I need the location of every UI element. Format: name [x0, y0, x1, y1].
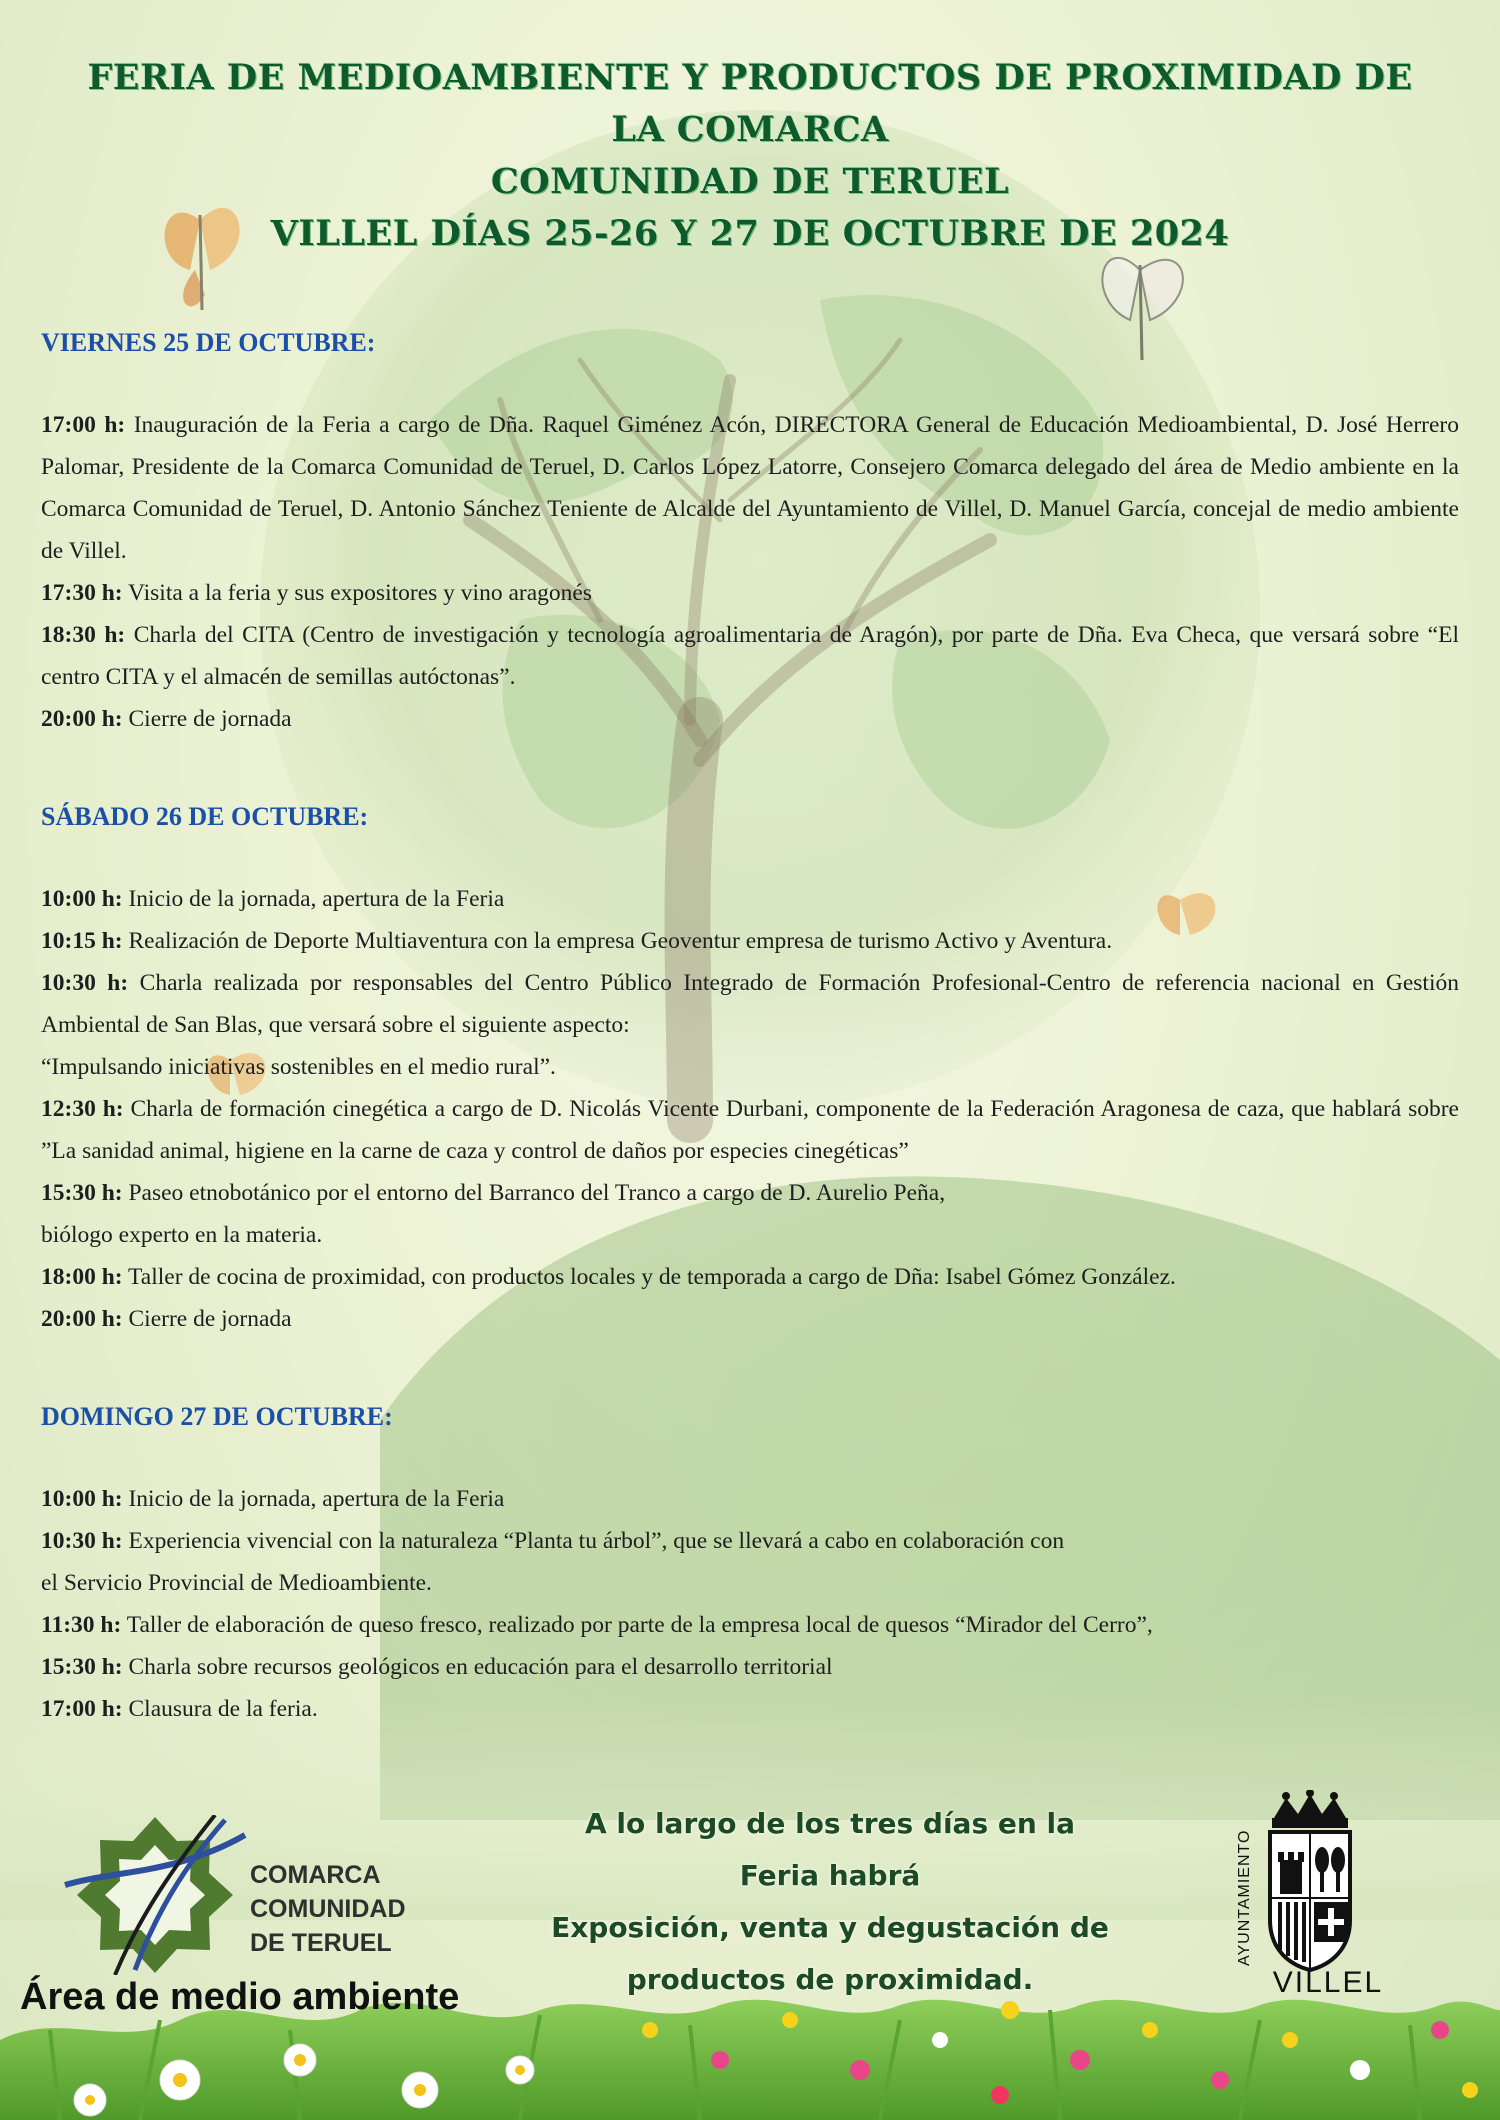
- event-item: [41, 614, 1459, 698]
- event-text: Visita a la feria y sus expositores y vino aragonés: [122, 580, 592, 606]
- event-item: [41, 1688, 1459, 1730]
- event-item: [41, 1298, 1459, 1340]
- day-friday: [41, 326, 1459, 740]
- event-text: Cierre de jornada: [122, 1306, 292, 1332]
- event-item: [41, 1214, 1459, 1256]
- event-time: 20:00 h:: [41, 706, 123, 732]
- comarca-star-icon: [65, 1815, 245, 1975]
- event-item: [41, 920, 1459, 962]
- event-item: [41, 1046, 1459, 1088]
- comarca-logo-text: [250, 1858, 406, 1960]
- event-item: [41, 404, 1459, 572]
- event-item: [41, 1562, 1459, 1604]
- day-heading: SÁBADO 26 DE OCTUBRE:: [41, 802, 369, 831]
- event-text: el Servicio Provincial de Medioambiente.: [41, 1570, 432, 1596]
- event-item: [41, 1520, 1459, 1562]
- event-text: Paseo etnobotánico por el entorno del Barranco del Tranco a cargo de D. Aurelio Peña,: [122, 1180, 946, 1206]
- event-time: 17:30 h:: [41, 580, 123, 606]
- event-text: Inicio de la jornada, apertura de la Feria: [122, 1486, 505, 1512]
- footer-announcement: [510, 1798, 1150, 2006]
- area-label: Área de medio ambiente: [20, 1976, 460, 2018]
- event-time: 17:00 h:: [41, 1696, 123, 1722]
- event-text: “Impulsando iniciativas sostenibles en el medio rural”.: [41, 1054, 556, 1080]
- day-heading: DOMINGO 27 DE OCTUBRE:: [41, 1402, 393, 1431]
- event-item: [41, 572, 1459, 614]
- event-item: [41, 1256, 1459, 1298]
- event-text: Taller de cocina de proximidad, con productos locales y de temporada a cargo de Dña: Isabel Gómez González.: [122, 1264, 1176, 1290]
- title-line: FERIA DE MEDIOAMBIENTE Y PRODUCTOS DE PROXIMIDAD DE: [87, 57, 1413, 98]
- day-sunday: [41, 1400, 1459, 1730]
- comarca-line: COMARCA: [250, 1861, 381, 1889]
- day-saturday: [41, 800, 1459, 1340]
- event-item: [41, 1088, 1459, 1172]
- footer-line: A lo largo de los tres días en la: [584, 1807, 1076, 1840]
- event-item: [41, 878, 1459, 920]
- footer-line: productos de proximidad.: [626, 1963, 1034, 1996]
- day-heading: VIERNES 25 DE OCTUBRE:: [41, 328, 376, 357]
- title-line: COMUNIDAD DE TERUEL: [490, 161, 1010, 202]
- event-time: 18:30 h:: [41, 622, 126, 648]
- shield-icon: [1270, 1832, 1350, 1970]
- event-item: [41, 1604, 1459, 1646]
- event-time: 10:30 h:: [41, 1528, 123, 1554]
- event-time: 11:30 h:: [41, 1612, 122, 1638]
- event-time: 15:30 h:: [41, 1180, 123, 1206]
- event-item: [41, 1646, 1459, 1688]
- event-text: Charla del CITA (Centro de investigación y tecnología agroalimentaria de Aragón), por parte de Dña. Eva Checa, que versará sobre “El centro CITA y el almacén de semillas autóctonas”.: [41, 622, 1459, 690]
- crown-icon: [1272, 1790, 1348, 1828]
- event-item: [41, 962, 1459, 1046]
- event-time: 10:15 h:: [41, 928, 123, 954]
- event-text: Cierre de jornada: [122, 706, 292, 732]
- event-item: [41, 1478, 1459, 1520]
- tower-icon: [1278, 1852, 1304, 1894]
- event-text: Charla sobre recursos geológicos en educación para el desarrollo territorial: [122, 1654, 833, 1680]
- event-text: Experiencia vivencial con la naturaleza “Planta tu árbol”, que se llevará a cabo en colaboración con: [122, 1528, 1065, 1554]
- event-time: 20:00 h:: [41, 1306, 123, 1332]
- ayuntamiento-label: AYUNTAMIENTO: [1236, 1829, 1253, 1966]
- event-text: Taller de elaboración de queso fresco, realizado por parte de la empresa local de quesos “Mirador del Cerro”,: [121, 1612, 1153, 1638]
- event-time: 12:30 h:: [41, 1096, 124, 1122]
- event-time: 15:30 h:: [41, 1654, 123, 1680]
- event-text: Realización de Deporte Multiaventura con la empresa Geoventur empresa de turismo Activo y Aventura.: [122, 928, 1113, 954]
- event-text: Inicio de la jornada, apertura de la Feria: [122, 886, 505, 912]
- event-text: biólogo experto en la materia.: [41, 1222, 323, 1248]
- footer-line: Exposición, venta y degustación de: [551, 1911, 1109, 1944]
- event-time: 10:30 h:: [41, 970, 129, 996]
- event-time: 10:00 h:: [41, 886, 123, 912]
- event-text: Inauguración de la Feria a cargo de Dña. Raquel Giménez Acón, DIRECTORA General de Educación Medioambiental, D. José Herrero Palomar, Presidente de la Comarca Comunidad de Teruel, D. Carlos López Latorre, Consejero Comarca delegado del área de Medio ambiente en la Comarca Comunidad de Teruel, D. Antonio Sánchez Teniente de Alcalde del Ayuntamiento de Villel, D. Manuel García, concejal de medio ambiente de Villel.: [41, 412, 1459, 564]
- footer-line: Feria habrá: [739, 1859, 921, 1892]
- event-text: Charla de formación cinegética a cargo de D. Nicolás Vicente Durbani, componente de la Federación Aragonesa de caza, que hablará sobre ”La sanidad animal, higiene en la carne de caza y control de daños por especies cinegéticas”: [41, 1096, 1459, 1164]
- poster-title: [40, 52, 1460, 260]
- title-line: LA COMARCA: [611, 109, 889, 150]
- title-line: VILLEL DÍAS 25-26 Y 27 DE OCTUBRE DE 2024: [270, 213, 1230, 254]
- event-time: 17:00 h:: [41, 412, 126, 438]
- event-time: 10:00 h:: [41, 1486, 123, 1512]
- event-item: [41, 1172, 1459, 1214]
- event-text: Clausura de la feria.: [122, 1696, 318, 1722]
- event-item: [41, 698, 1459, 740]
- event-text: Charla realizada por responsables del Centro Público Integrado de Formación Profesional-Centro de referencia nacional en Gestión Ambiental de San Blas, que versará sobre el siguiente aspecto:: [41, 970, 1459, 1038]
- villel-label: VILLEL: [1272, 1966, 1384, 1999]
- event-time: 18:00 h:: [41, 1264, 123, 1290]
- comarca-line: COMUNIDAD: [250, 1895, 406, 1923]
- comarca-line: DE TERUEL: [250, 1929, 392, 1957]
